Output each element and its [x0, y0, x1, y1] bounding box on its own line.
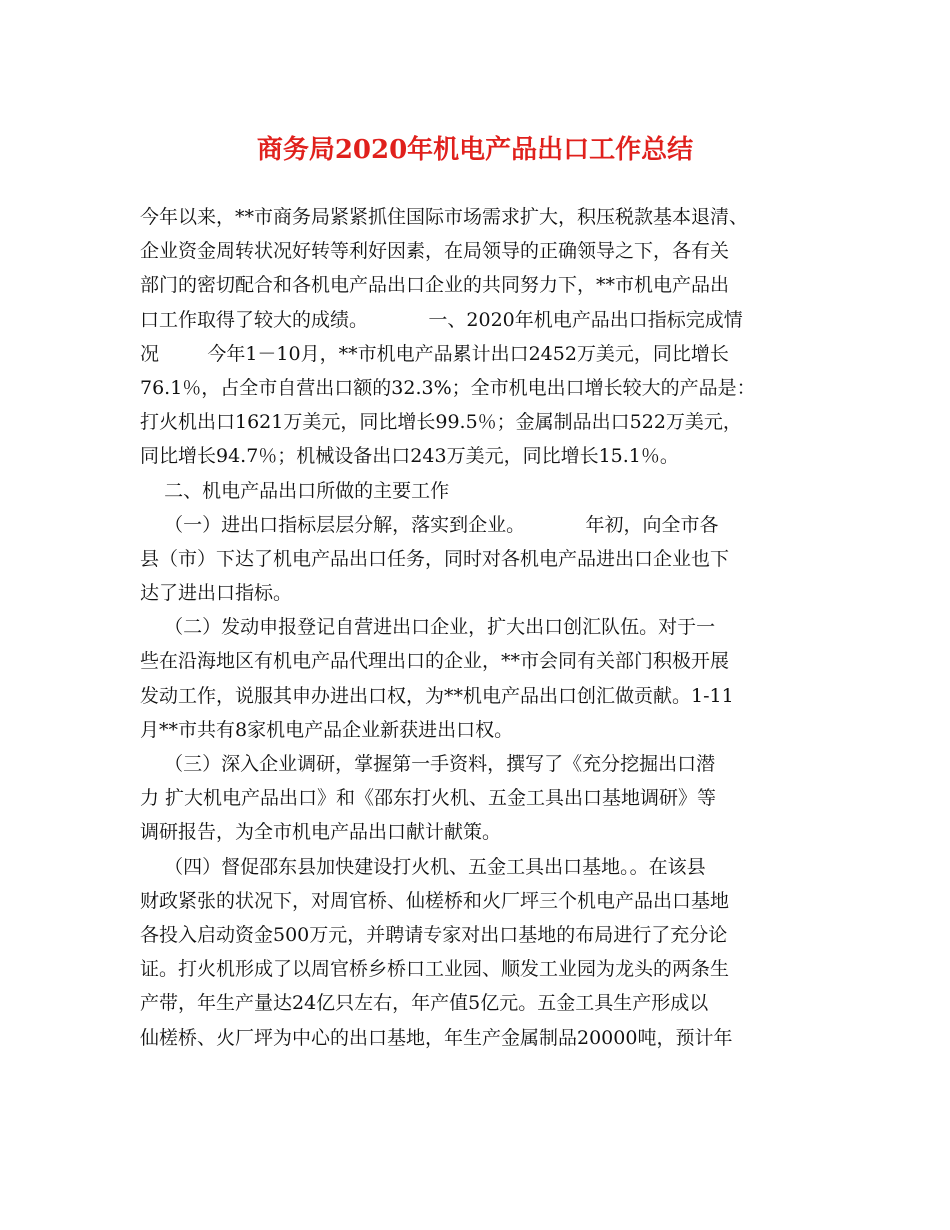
body-line: （三）深入企业调研，掌握第一手资料，撰写了《充分挖掘出口潜 [140, 753, 716, 775]
body-line: 调研报告，为全市机电产品出口献计献策。 [140, 821, 502, 844]
body-line: 产带，年生产量达24亿只左右，年产值5亿元。五金工具生产形成以 [140, 992, 709, 1015]
body-line: 证。打火机形成了以周官桥乡桥口工业园、顺发工业园为龙头的两条生 [140, 958, 730, 981]
body-line: （一）进出口指标层层分解，落实到企业。 年初，向全市各 [140, 513, 719, 536]
body-line: 发动工作，说服其申办进出口权，为**机电产品出口创汇做贡献。1-11 [140, 684, 734, 707]
document-title: 商务局2020年机电产品出口工作总结 [256, 135, 694, 165]
body-line: 达了进出口指标。 [140, 582, 293, 605]
body-line: 今年以来，**市商务局紧紧抓住国际市场需求扩大，积压税款基本退清、 [140, 206, 749, 228]
body-line: 口工作取得了较大的成绩。 一、2020年机电产品出口指标完成情 [140, 308, 743, 331]
body-line: 部门的密切配合和各机电产品出口企业的共同努力下，**市机电产品出 [140, 274, 730, 297]
body-line: 76.1％，占全市自营出口额的32.3%；全市机电出口增长较大的产品是： [140, 376, 756, 399]
body-line: 些在沿海地区有机电产品代理出口的企业，**市会同有关部门积极开展 [140, 650, 730, 673]
body-line: 况 今年1－10月，**市机电产品累计出口2452万美元，同比增长 [140, 342, 729, 365]
body-line: 仙槎桥、火厂坪为中心的出口基地，年生产金属制品20000吨，预计年 [140, 1026, 733, 1049]
body-line: 力 扩大机电产品出口》和《邵东打火机、五金工具出口基地调研》等 [140, 787, 717, 810]
body-line: （二）发动申报登记自营进出口企业，扩大出口创汇队伍。对于一 [140, 616, 716, 639]
body-line: 各投入启动资金500万元，并聘请专家对出口基地的布局进行了充分论 [140, 923, 728, 946]
document-body [140, 200, 820, 1055]
body-line: （四）督促邵东县加快建设打火机、五金工具出口基地。。在该县 [140, 855, 706, 878]
body-line: 企业资金周转状况好转等利好因素，在局领导的正确领导之下，各有关 [140, 240, 730, 263]
body-line: 财政紧张的状况下，对周官桥、仙槎桥和火厂坪三个机电产品出口基地 [140, 889, 730, 912]
body-line: 月**市共有8家机电产品企业新获进出口权。 [140, 718, 514, 741]
body-line: 打火机出口1621万美元，同比增长99.5％；金属制品出口522万美元， [140, 411, 742, 434]
body-line: 县（市）下达了机电产品出口任务，同时对各机电产品进出口企业也下 [140, 547, 730, 570]
section-heading: 二、机电产品出口所做的主要工作 [140, 479, 450, 502]
body-line: 同比增长94.7％；机械设备出口243万美元，同比增长15.1％。 [140, 445, 679, 468]
